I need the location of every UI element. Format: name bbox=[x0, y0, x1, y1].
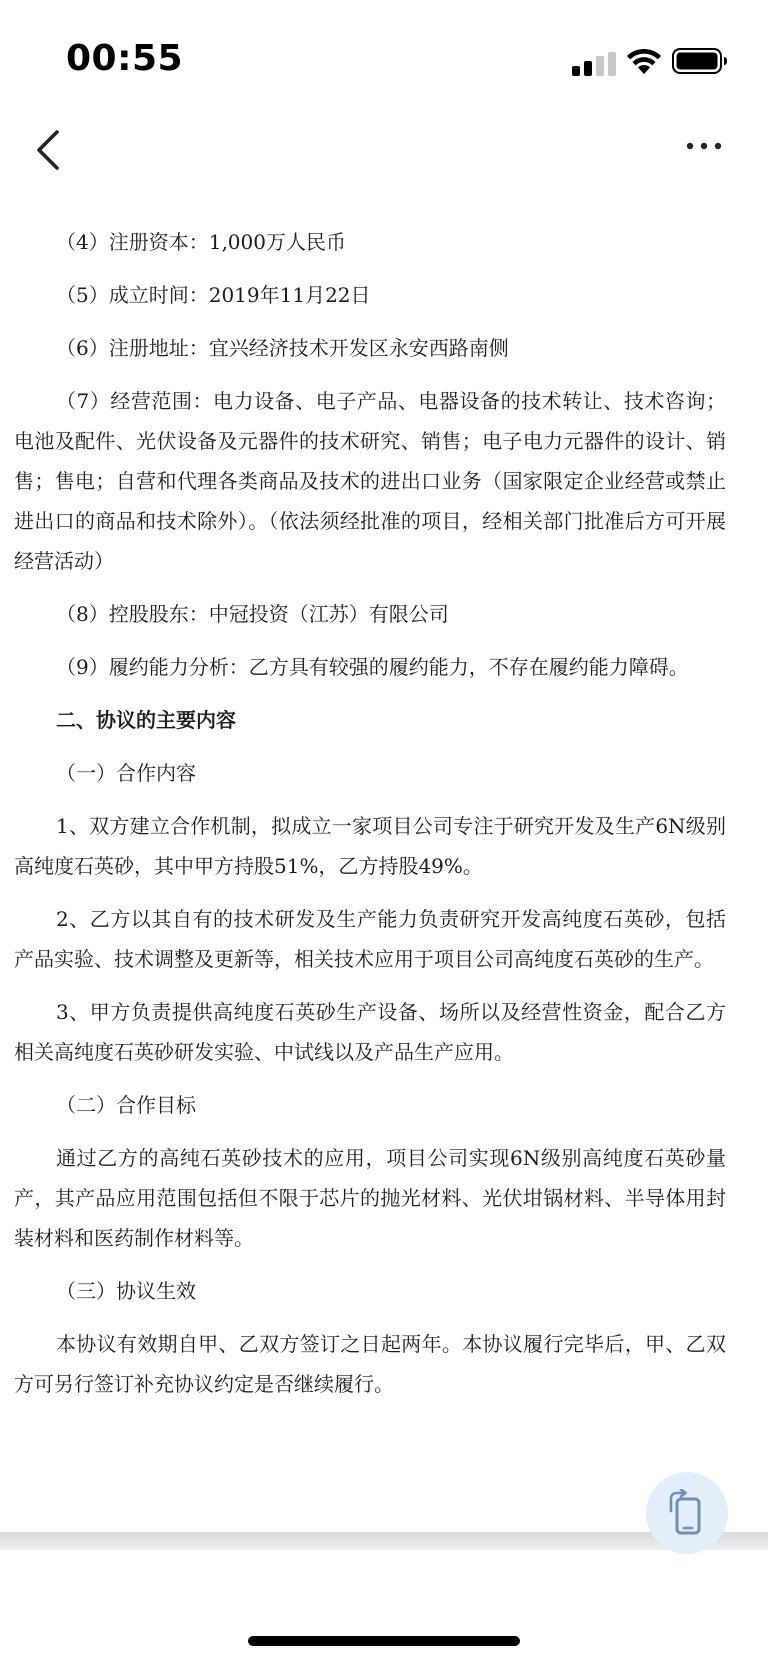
document-content bbox=[14, 222, 726, 1417]
wifi-icon bbox=[626, 48, 662, 76]
paragraph-performance-ability: （9）履约能力分析：乙方具有较强的履约能力，不存在履约能力障碍。 bbox=[56, 655, 689, 679]
subheading-cooperation-content: （一）合作内容 bbox=[56, 761, 196, 785]
chevron-left-icon[interactable] bbox=[30, 128, 70, 172]
cooperation-item-3: 3、甲方负责提供高纯度石英砂生产设备、场所以及经营性资金，配合乙方相关高纯度石英砂研发实验、中试线以及产品生产应用。 bbox=[14, 1000, 726, 1064]
status-bar bbox=[0, 0, 768, 110]
floating-rotate-button[interactable] bbox=[646, 1472, 728, 1554]
paragraph-business-scope: （7）经营范围：电力设备、电子产品、电器设备的技术转让、技术咨询；电池及配件、光伏设备及元器件的技术研究、销售；电子电力元器件的设计、销售；售电；自营和代理各类商品及技术的进出口业务（国家限定企业经营或禁止进出口的商品和技术除外）。（依法须经批准的项目，经相关部门批准后方可开展经营活动） bbox=[14, 389, 726, 573]
section-heading-agreement: 二、协议的主要内容 bbox=[56, 708, 236, 732]
subheading-cooperation-goal: （二）合作目标 bbox=[56, 1093, 196, 1117]
paragraph-registered-address: （6）注册地址：宜兴经济技术开发区永安西路南侧 bbox=[56, 336, 509, 360]
paragraph-established-date: （5）成立时间：2019年11月22日 bbox=[56, 283, 371, 307]
status-time: 00:55 bbox=[66, 38, 184, 79]
battery-icon bbox=[672, 48, 728, 74]
subheading-agreement-effective: （三）协议生效 bbox=[56, 1279, 196, 1303]
cooperation-goal-text: 通过乙方的高纯石英砂技术的应用，项目公司实现6N级别高纯度石英砂量产，其产品应用范围包括但不限于芯片的抛光材料、光伏坩锅材料、半导体用封装材料和医药制作材料等。 bbox=[14, 1146, 726, 1250]
cooperation-item-1: 1、双方建立合作机制，拟成立一家项目公司专注于研究开发及生产6N级别高纯度石英砂，其中甲方持股51%，乙方持股49%。 bbox=[14, 814, 726, 878]
paragraph-registered-capital: （4）注册资本：1,000万人民币 bbox=[56, 230, 346, 254]
agreement-effective-text: 本协议有效期自甲、乙双方签订之日起两年。本协议履行完毕后，甲、乙双方可另行签订补充协议约定是否继续履行。 bbox=[14, 1332, 726, 1396]
paragraph-controlling-shareholder: （8）控股股东：中冠投资（江苏）有限公司 bbox=[56, 602, 449, 626]
cellular-signal-icon bbox=[572, 52, 616, 76]
nav-bar bbox=[0, 110, 768, 190]
home-indicator[interactable] bbox=[248, 1636, 520, 1646]
cooperation-item-2: 2、乙方以其自有的技术研发及生产能力负责研究开发高纯度石英砂，包括产品实验、技术调整及更新等，相关技术应用于项目公司高纯度石英砂的生产。 bbox=[14, 907, 726, 971]
phone-rotate-icon bbox=[665, 1489, 709, 1537]
more-horizontal-icon[interactable] bbox=[682, 134, 726, 158]
